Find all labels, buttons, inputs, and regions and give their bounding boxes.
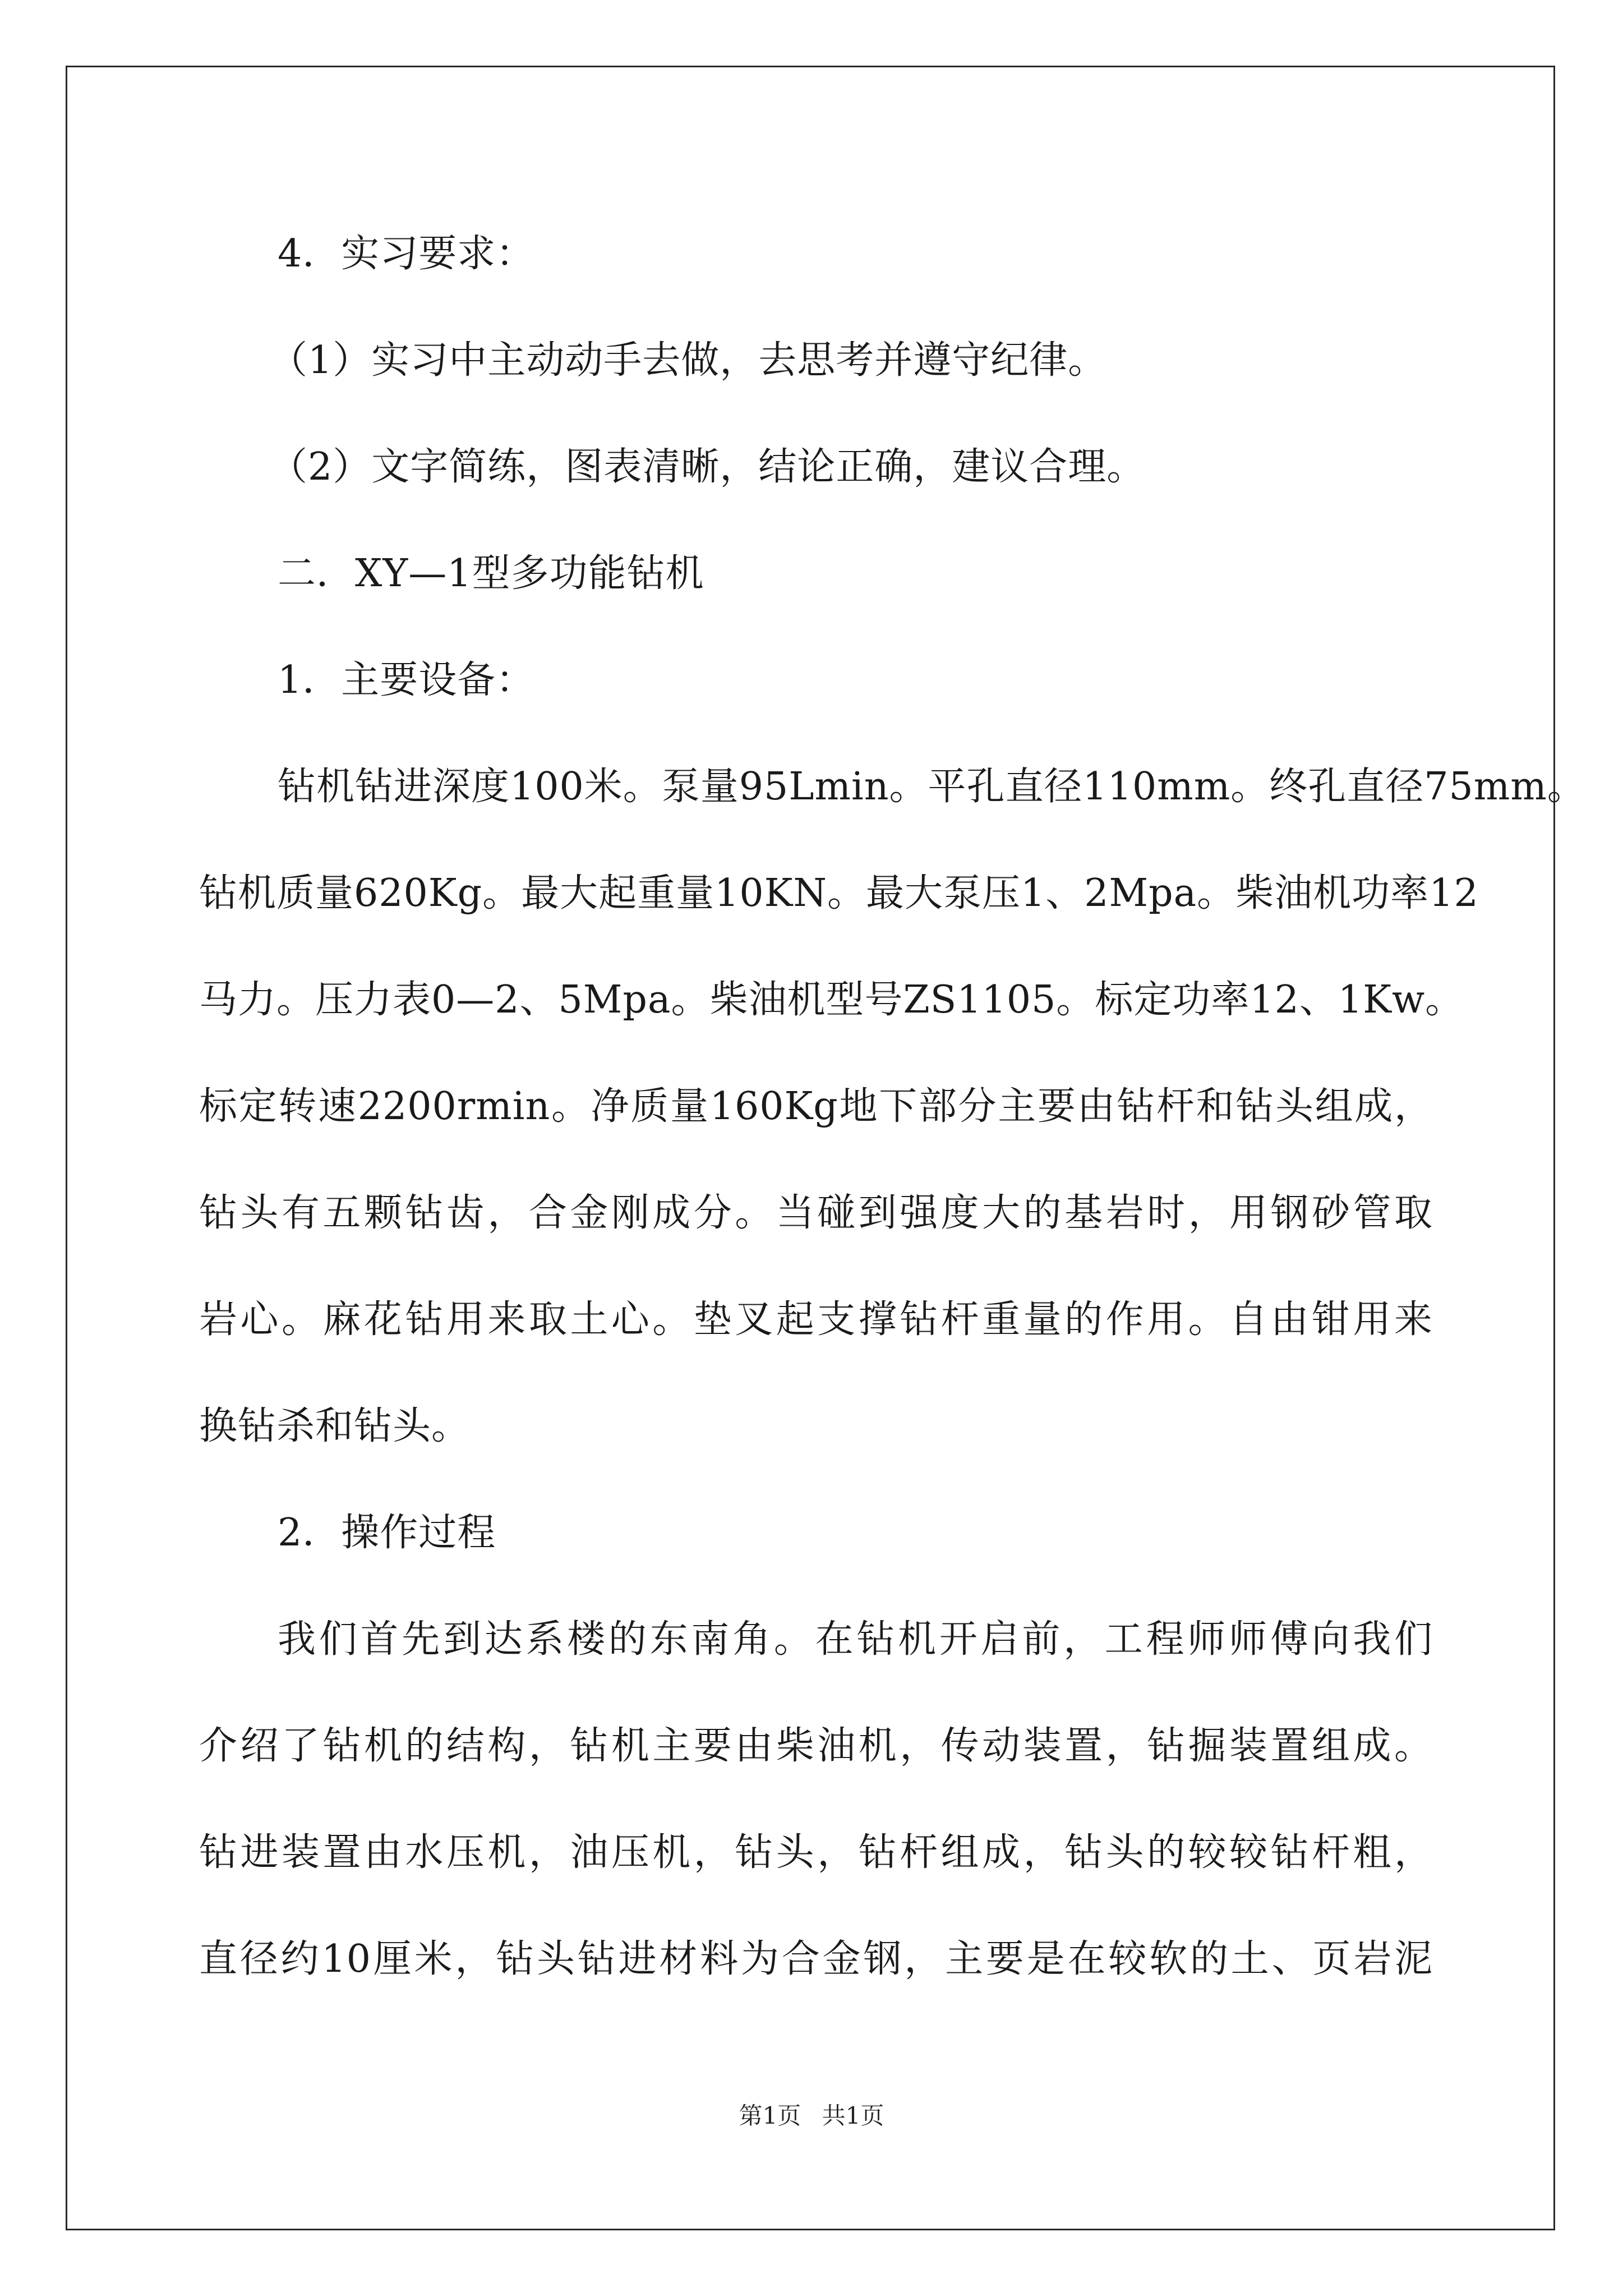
paragraph-line: 马力。压力表0—2、5Mpa。柴油机型号ZS1105。标定功率12、1Kw。 [199,978,1464,1022]
paragraph-line: 直径约10厘米，钻头钻进材料为合金钢，主要是在较软的土、页岩泥 [199,1937,1433,1981]
page-border [66,66,1586,2230]
section-heading-drill: 二．XY—1型多功能钻机 [278,551,704,596]
paragraph-line: 介绍了钻机的结构，钻机主要由柴油机，传动装置，钻掘装置组成。 [199,1724,1433,1768]
paragraph-line: 标定转速2200rmin。净质量160Kg地下部分主要由钻杆和钻头组成， [199,1084,1433,1129]
paragraph-line: 钻机钻进深度100米。泵量95Lmin。平孔直径110mm。终孔直径75mm。 [278,765,1586,809]
page-footer [0,2099,1623,2133]
paragraph-line: 岩心。麻花钻用来取土心。垫叉起支撑钻杆重量的作用。自由钳用来 [199,1297,1433,1342]
paragraph-line: 钻机质量620Kg。最大起重量10KN。最大泵压1、2Mpa。柴油机功率12 [199,871,1479,915]
paragraph-line: 换钻杀和钻头。 [199,1404,471,1448]
page-number: 第1页 [739,2102,801,2129]
requirement-item-1: （1）实习中主动动手去做，去思考并遵守纪律。 [269,338,1107,383]
section-heading-requirements: 4．实习要求： [278,232,535,276]
requirement-item-2: （2）文字简练，图表清晰，结论正确，建议合理。 [269,445,1146,489]
paragraph-line: 钻进装置由水压机，油压机，钻头，钻杆组成，钻头的较较钻杆粗， [199,1830,1433,1875]
page-total: 共1页 [822,2102,884,2129]
subsection-heading-operation: 2．操作过程 [278,1511,496,1555]
paragraph-line: 我们首先到达系楼的东南角。在钻机开启前，工程师师傅向我们 [278,1617,1433,1662]
subsection-heading-equipment: 1．主要设备： [278,658,535,702]
paragraph-line: 钻头有五颗钻齿，合金刚成分。当碰到强度大的基岩时，用钢砂管取 [199,1191,1433,1235]
